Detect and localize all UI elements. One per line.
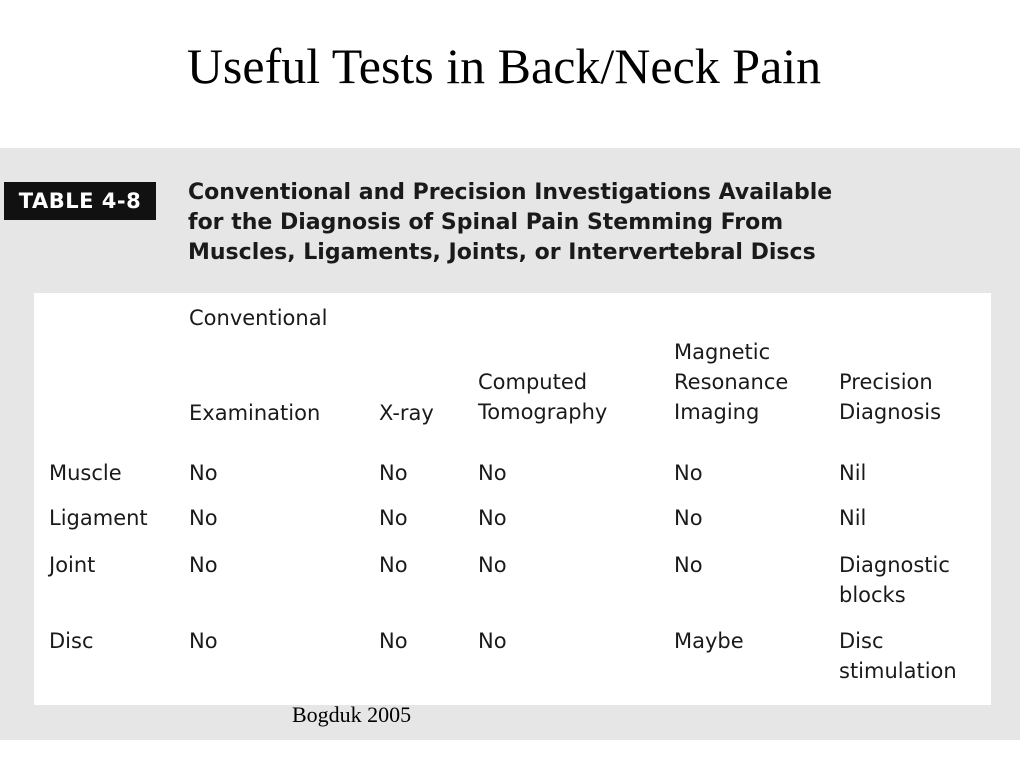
table-cell	[674, 550, 703, 580]
table-cell	[674, 503, 703, 533]
cell-text: No	[189, 506, 218, 530]
column-header-line: Tomography	[478, 400, 608, 424]
table-cell	[478, 503, 507, 533]
table-cell	[478, 458, 507, 488]
cell-text: No	[674, 461, 703, 485]
table-caption	[188, 178, 988, 268]
row-label-joint: Joint	[49, 553, 96, 577]
table-caption-line: Conventional and Precision Investigations Available	[188, 180, 833, 205]
cell-text: No	[379, 461, 408, 485]
column-header-line: Magnetic	[674, 340, 771, 364]
table-cell	[189, 550, 218, 580]
table-cell	[674, 458, 703, 488]
table-cell	[189, 503, 218, 533]
table-panel	[0, 148, 1020, 740]
table-cell	[839, 550, 950, 610]
cell-text: blocks	[839, 583, 906, 607]
table-cell	[674, 626, 744, 656]
row-label-disc: Disc	[49, 629, 94, 653]
cell-text: No	[189, 553, 218, 577]
cell-text: Nil	[839, 506, 867, 530]
table-caption-line: for the Diagnosis of Spinal Pain Stemming From	[188, 210, 784, 235]
column-header-mri	[674, 337, 788, 427]
column-header-examination	[189, 398, 320, 428]
column-header-line: Precision	[839, 370, 933, 394]
column-header-line: Resonance	[674, 370, 789, 394]
slide-title: Useful Tests in Back/Neck Pain	[186, 38, 822, 94]
column-header-line: X-ray	[379, 401, 434, 425]
column-header-line: Examination	[189, 401, 321, 425]
cell-text: No	[379, 553, 408, 577]
table-cell	[839, 458, 866, 488]
table-cell	[839, 626, 957, 686]
cell-text: No	[674, 553, 703, 577]
table-cell	[189, 626, 218, 656]
cell-text: No	[189, 461, 218, 485]
table-cell	[379, 550, 408, 580]
column-group-header: Conventional	[189, 306, 328, 330]
column-header-computed-tomography	[478, 367, 607, 427]
column-header-precision-diagnosis	[839, 367, 941, 427]
cell-text: stimulation	[839, 659, 957, 683]
data-table	[34, 293, 991, 705]
row-label-muscle: Muscle	[49, 461, 122, 485]
row-label-ligament: Ligament	[49, 506, 148, 530]
cell-text: No	[379, 629, 408, 653]
cell-text: No	[478, 461, 507, 485]
cell-text: Maybe	[674, 629, 744, 653]
cell-text: No	[478, 629, 507, 653]
table-caption-line: Muscles, Ligaments, Joints, or Intervertebral Discs	[188, 240, 816, 265]
table-cell	[839, 503, 866, 533]
cell-text: Disc	[839, 629, 884, 653]
cell-text: No	[674, 506, 703, 530]
table-cell	[189, 458, 218, 488]
table-cell	[478, 626, 507, 656]
column-header-line: Imaging	[674, 400, 760, 424]
cell-text: No	[478, 553, 507, 577]
table-cell	[478, 550, 507, 580]
column-header-xray	[379, 398, 434, 428]
cell-text: Diagnostic	[839, 553, 950, 577]
source-citation: Bogduk 2005	[292, 702, 412, 727]
cell-text: No	[189, 629, 218, 653]
column-header-line: Diagnosis	[839, 400, 942, 424]
table-cell	[379, 626, 408, 656]
cell-text: No	[478, 506, 507, 530]
cell-text: Nil	[839, 461, 867, 485]
table-number-badge: TABLE 4-8	[4, 182, 156, 220]
table-cell	[379, 503, 408, 533]
cell-text: No	[379, 506, 408, 530]
table-cell	[379, 458, 408, 488]
column-header-line: Computed	[478, 370, 588, 394]
